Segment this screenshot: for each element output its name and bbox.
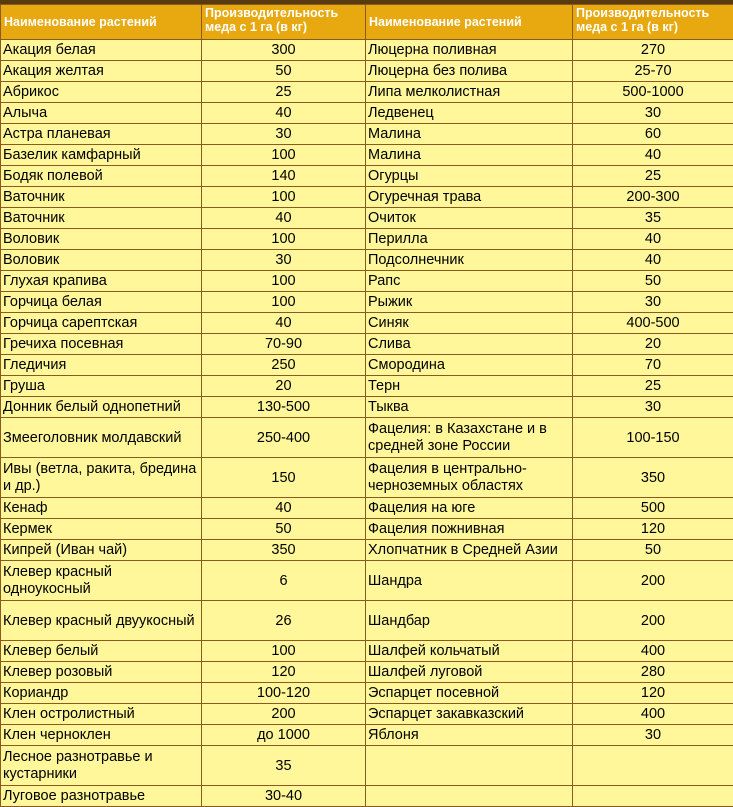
left-plant-name: Ивы (ветла, ракита, бредина и др.) bbox=[1, 458, 202, 498]
right-honey-yield: 25 bbox=[573, 376, 733, 397]
left-honey-yield: 250 bbox=[202, 355, 366, 376]
left-plant-name: Ваточник bbox=[1, 208, 202, 229]
right-plant-name: Рыжик bbox=[366, 292, 573, 313]
header-yield-right: Производительность меда с 1 га (в кг) bbox=[573, 5, 733, 40]
left-honey-yield: 70-90 bbox=[202, 334, 366, 355]
left-plant-name: Клевер розовый bbox=[1, 662, 202, 683]
left-honey-yield: 20 bbox=[202, 376, 366, 397]
table-row bbox=[1, 124, 733, 145]
right-plant-name: Фацелия в центрально-черноземных областях bbox=[366, 458, 573, 498]
table-row bbox=[1, 662, 733, 683]
right-honey-yield: 50 bbox=[573, 540, 733, 561]
left-plant-name: Клен остролистный bbox=[1, 704, 202, 725]
left-plant-name: Акация желтая bbox=[1, 61, 202, 82]
table-row bbox=[1, 704, 733, 725]
right-plant-name: Люцерна без полива bbox=[366, 61, 573, 82]
table-row bbox=[1, 746, 733, 786]
header-yield-left: Производительность меда с 1 га (в кг) bbox=[202, 5, 366, 40]
right-honey-yield: 400-500 bbox=[573, 313, 733, 334]
table-body bbox=[1, 40, 733, 807]
right-plant-name: Липа мелколистная bbox=[366, 82, 573, 103]
right-honey-yield: 400 bbox=[573, 704, 733, 725]
right-honey-yield: 35 bbox=[573, 208, 733, 229]
left-honey-yield: 100 bbox=[202, 229, 366, 250]
left-plant-name: Клевер красный двуукосный bbox=[1, 601, 202, 641]
left-honey-yield: 35 bbox=[202, 746, 366, 786]
table-row bbox=[1, 187, 733, 208]
left-plant-name: Воловик bbox=[1, 250, 202, 271]
right-plant-name: Перилла bbox=[366, 229, 573, 250]
left-honey-yield: 100 bbox=[202, 145, 366, 166]
right-plant-name: Рапс bbox=[366, 271, 573, 292]
left-honey-yield: 6 bbox=[202, 561, 366, 601]
left-honey-yield: 40 bbox=[202, 498, 366, 519]
header-plant-name-right: Наименование растений bbox=[366, 5, 573, 40]
left-honey-yield: 30 bbox=[202, 124, 366, 145]
right-honey-yield: 500-1000 bbox=[573, 82, 733, 103]
right-plant-name: Ледвенец bbox=[366, 103, 573, 124]
left-plant-name: Кипрей (Иван чай) bbox=[1, 540, 202, 561]
right-honey-yield: 400 bbox=[573, 641, 733, 662]
left-honey-yield: 50 bbox=[202, 519, 366, 540]
right-honey-yield: 200-300 bbox=[573, 187, 733, 208]
right-plant-name: Очиток bbox=[366, 208, 573, 229]
right-honey-yield: 350 bbox=[573, 458, 733, 498]
left-honey-yield: 30 bbox=[202, 250, 366, 271]
right-plant-name: Синяк bbox=[366, 313, 573, 334]
left-honey-yield: 100 bbox=[202, 641, 366, 662]
right-honey-yield: 200 bbox=[573, 601, 733, 641]
right-plant-name: Терн bbox=[366, 376, 573, 397]
right-plant-name: Люцерна поливная bbox=[366, 40, 573, 61]
right-honey-yield: 30 bbox=[573, 292, 733, 313]
table-row bbox=[1, 82, 733, 103]
right-honey-yield: 50 bbox=[573, 271, 733, 292]
left-plant-name: Кенаф bbox=[1, 498, 202, 519]
left-honey-yield: 100 bbox=[202, 292, 366, 313]
table-row bbox=[1, 355, 733, 376]
left-plant-name: Ваточник bbox=[1, 187, 202, 208]
left-honey-yield: 26 bbox=[202, 601, 366, 641]
left-plant-name: Груша bbox=[1, 376, 202, 397]
right-plant-name: Малина bbox=[366, 124, 573, 145]
left-honey-yield: 100-120 bbox=[202, 683, 366, 704]
left-plant-name: Змееголовник молдавский bbox=[1, 418, 202, 458]
right-plant-name: Шалфей луговой bbox=[366, 662, 573, 683]
right-plant-name: Эспарцет закавказский bbox=[366, 704, 573, 725]
table-row bbox=[1, 458, 733, 498]
table-row bbox=[1, 641, 733, 662]
right-honey-yield bbox=[573, 786, 733, 807]
right-honey-yield: 60 bbox=[573, 124, 733, 145]
table-row bbox=[1, 313, 733, 334]
right-plant-name: Шандбар bbox=[366, 601, 573, 641]
right-plant-name: Огуречная трава bbox=[366, 187, 573, 208]
right-honey-yield: 25 bbox=[573, 166, 733, 187]
table-row bbox=[1, 786, 733, 807]
right-plant-name: Шалфей кольчатый bbox=[366, 641, 573, 662]
left-honey-yield: 130-500 bbox=[202, 397, 366, 418]
right-honey-yield: 30 bbox=[573, 397, 733, 418]
table-row bbox=[1, 519, 733, 540]
right-plant-name: Шандра bbox=[366, 561, 573, 601]
table-row bbox=[1, 725, 733, 746]
right-plant-name: Фацелия: в Казахстане и в средней зоне России bbox=[366, 418, 573, 458]
table-row bbox=[1, 250, 733, 271]
left-plant-name: Клевер белый bbox=[1, 641, 202, 662]
table-row bbox=[1, 40, 733, 61]
table-row bbox=[1, 292, 733, 313]
right-honey-yield: 200 bbox=[573, 561, 733, 601]
right-plant-name: Малина bbox=[366, 145, 573, 166]
left-honey-yield: 50 bbox=[202, 61, 366, 82]
table-row bbox=[1, 540, 733, 561]
left-honey-yield: 40 bbox=[202, 208, 366, 229]
left-honey-yield: 100 bbox=[202, 187, 366, 208]
right-plant-name: Слива bbox=[366, 334, 573, 355]
left-plant-name: Абрикос bbox=[1, 82, 202, 103]
table-row bbox=[1, 334, 733, 355]
header-plant-name-left: Наименование растений bbox=[1, 5, 202, 40]
left-honey-yield: 140 bbox=[202, 166, 366, 187]
table-row bbox=[1, 61, 733, 82]
table-row bbox=[1, 376, 733, 397]
right-honey-yield: 120 bbox=[573, 683, 733, 704]
left-honey-yield: 100 bbox=[202, 271, 366, 292]
left-plant-name: Бодяк полевой bbox=[1, 166, 202, 187]
right-plant-name: Подсолнечник bbox=[366, 250, 573, 271]
left-plant-name: Воловик bbox=[1, 229, 202, 250]
left-plant-name: Лесное разнотравье и кустарники bbox=[1, 746, 202, 786]
left-plant-name: Глухая крапива bbox=[1, 271, 202, 292]
left-plant-name: Акация белая bbox=[1, 40, 202, 61]
table-row bbox=[1, 397, 733, 418]
table-row bbox=[1, 683, 733, 704]
right-honey-yield: 280 bbox=[573, 662, 733, 683]
left-honey-yield: 200 bbox=[202, 704, 366, 725]
left-plant-name: Алыча bbox=[1, 103, 202, 124]
right-plant-name: Яблоня bbox=[366, 725, 573, 746]
left-honey-yield: 300 bbox=[202, 40, 366, 61]
right-honey-yield: 30 bbox=[573, 725, 733, 746]
right-honey-yield: 20 bbox=[573, 334, 733, 355]
right-plant-name: Смородина bbox=[366, 355, 573, 376]
table-row bbox=[1, 229, 733, 250]
left-plant-name: Кермек bbox=[1, 519, 202, 540]
left-plant-name: Кориандр bbox=[1, 683, 202, 704]
right-plant-name: Огурцы bbox=[366, 166, 573, 187]
right-honey-yield: 70 bbox=[573, 355, 733, 376]
right-plant-name: Фацелия пожнивная bbox=[366, 519, 573, 540]
left-plant-name: Клен черноклен bbox=[1, 725, 202, 746]
left-honey-yield: до 1000 bbox=[202, 725, 366, 746]
left-honey-yield: 120 bbox=[202, 662, 366, 683]
table-row bbox=[1, 601, 733, 641]
right-plant-name: Эспарцет посевной bbox=[366, 683, 573, 704]
right-honey-yield: 100-150 bbox=[573, 418, 733, 458]
table-row bbox=[1, 271, 733, 292]
right-honey-yield: 270 bbox=[573, 40, 733, 61]
table-row bbox=[1, 208, 733, 229]
right-honey-yield: 40 bbox=[573, 229, 733, 250]
left-honey-yield: 25 bbox=[202, 82, 366, 103]
table-row bbox=[1, 166, 733, 187]
table-row bbox=[1, 498, 733, 519]
left-honey-yield: 40 bbox=[202, 103, 366, 124]
left-plant-name: Горчица сарептская bbox=[1, 313, 202, 334]
left-plant-name: Клевер красный одноукосный bbox=[1, 561, 202, 601]
right-honey-yield bbox=[573, 746, 733, 786]
right-honey-yield: 30 bbox=[573, 103, 733, 124]
right-honey-yield: 120 bbox=[573, 519, 733, 540]
left-plant-name: Донник белый однопетний bbox=[1, 397, 202, 418]
table-row bbox=[1, 103, 733, 124]
honey-yield-table bbox=[0, 4, 733, 807]
left-honey-yield: 250-400 bbox=[202, 418, 366, 458]
right-plant-name bbox=[366, 786, 573, 807]
left-plant-name: Базелик камфарный bbox=[1, 145, 202, 166]
left-honey-yield: 40 bbox=[202, 313, 366, 334]
left-plant-name: Астра планевая bbox=[1, 124, 202, 145]
left-plant-name: Гледичия bbox=[1, 355, 202, 376]
right-plant-name: Тыква bbox=[366, 397, 573, 418]
right-plant-name: Фацелия на юге bbox=[366, 498, 573, 519]
left-honey-yield: 350 bbox=[202, 540, 366, 561]
left-plant-name: Горчица белая bbox=[1, 292, 202, 313]
table-row bbox=[1, 418, 733, 458]
right-honey-yield: 25-70 bbox=[573, 61, 733, 82]
right-plant-name: Хлопчатник в Средней Азии bbox=[366, 540, 573, 561]
right-honey-yield: 40 bbox=[573, 250, 733, 271]
left-honey-yield: 30-40 bbox=[202, 786, 366, 807]
right-honey-yield: 40 bbox=[573, 145, 733, 166]
table-row bbox=[1, 561, 733, 601]
right-honey-yield: 500 bbox=[573, 498, 733, 519]
left-plant-name: Гречиха посевная bbox=[1, 334, 202, 355]
table-header-row bbox=[1, 5, 733, 40]
right-plant-name bbox=[366, 746, 573, 786]
left-plant-name: Луговое разнотравье bbox=[1, 786, 202, 807]
table-row bbox=[1, 145, 733, 166]
left-honey-yield: 150 bbox=[202, 458, 366, 498]
